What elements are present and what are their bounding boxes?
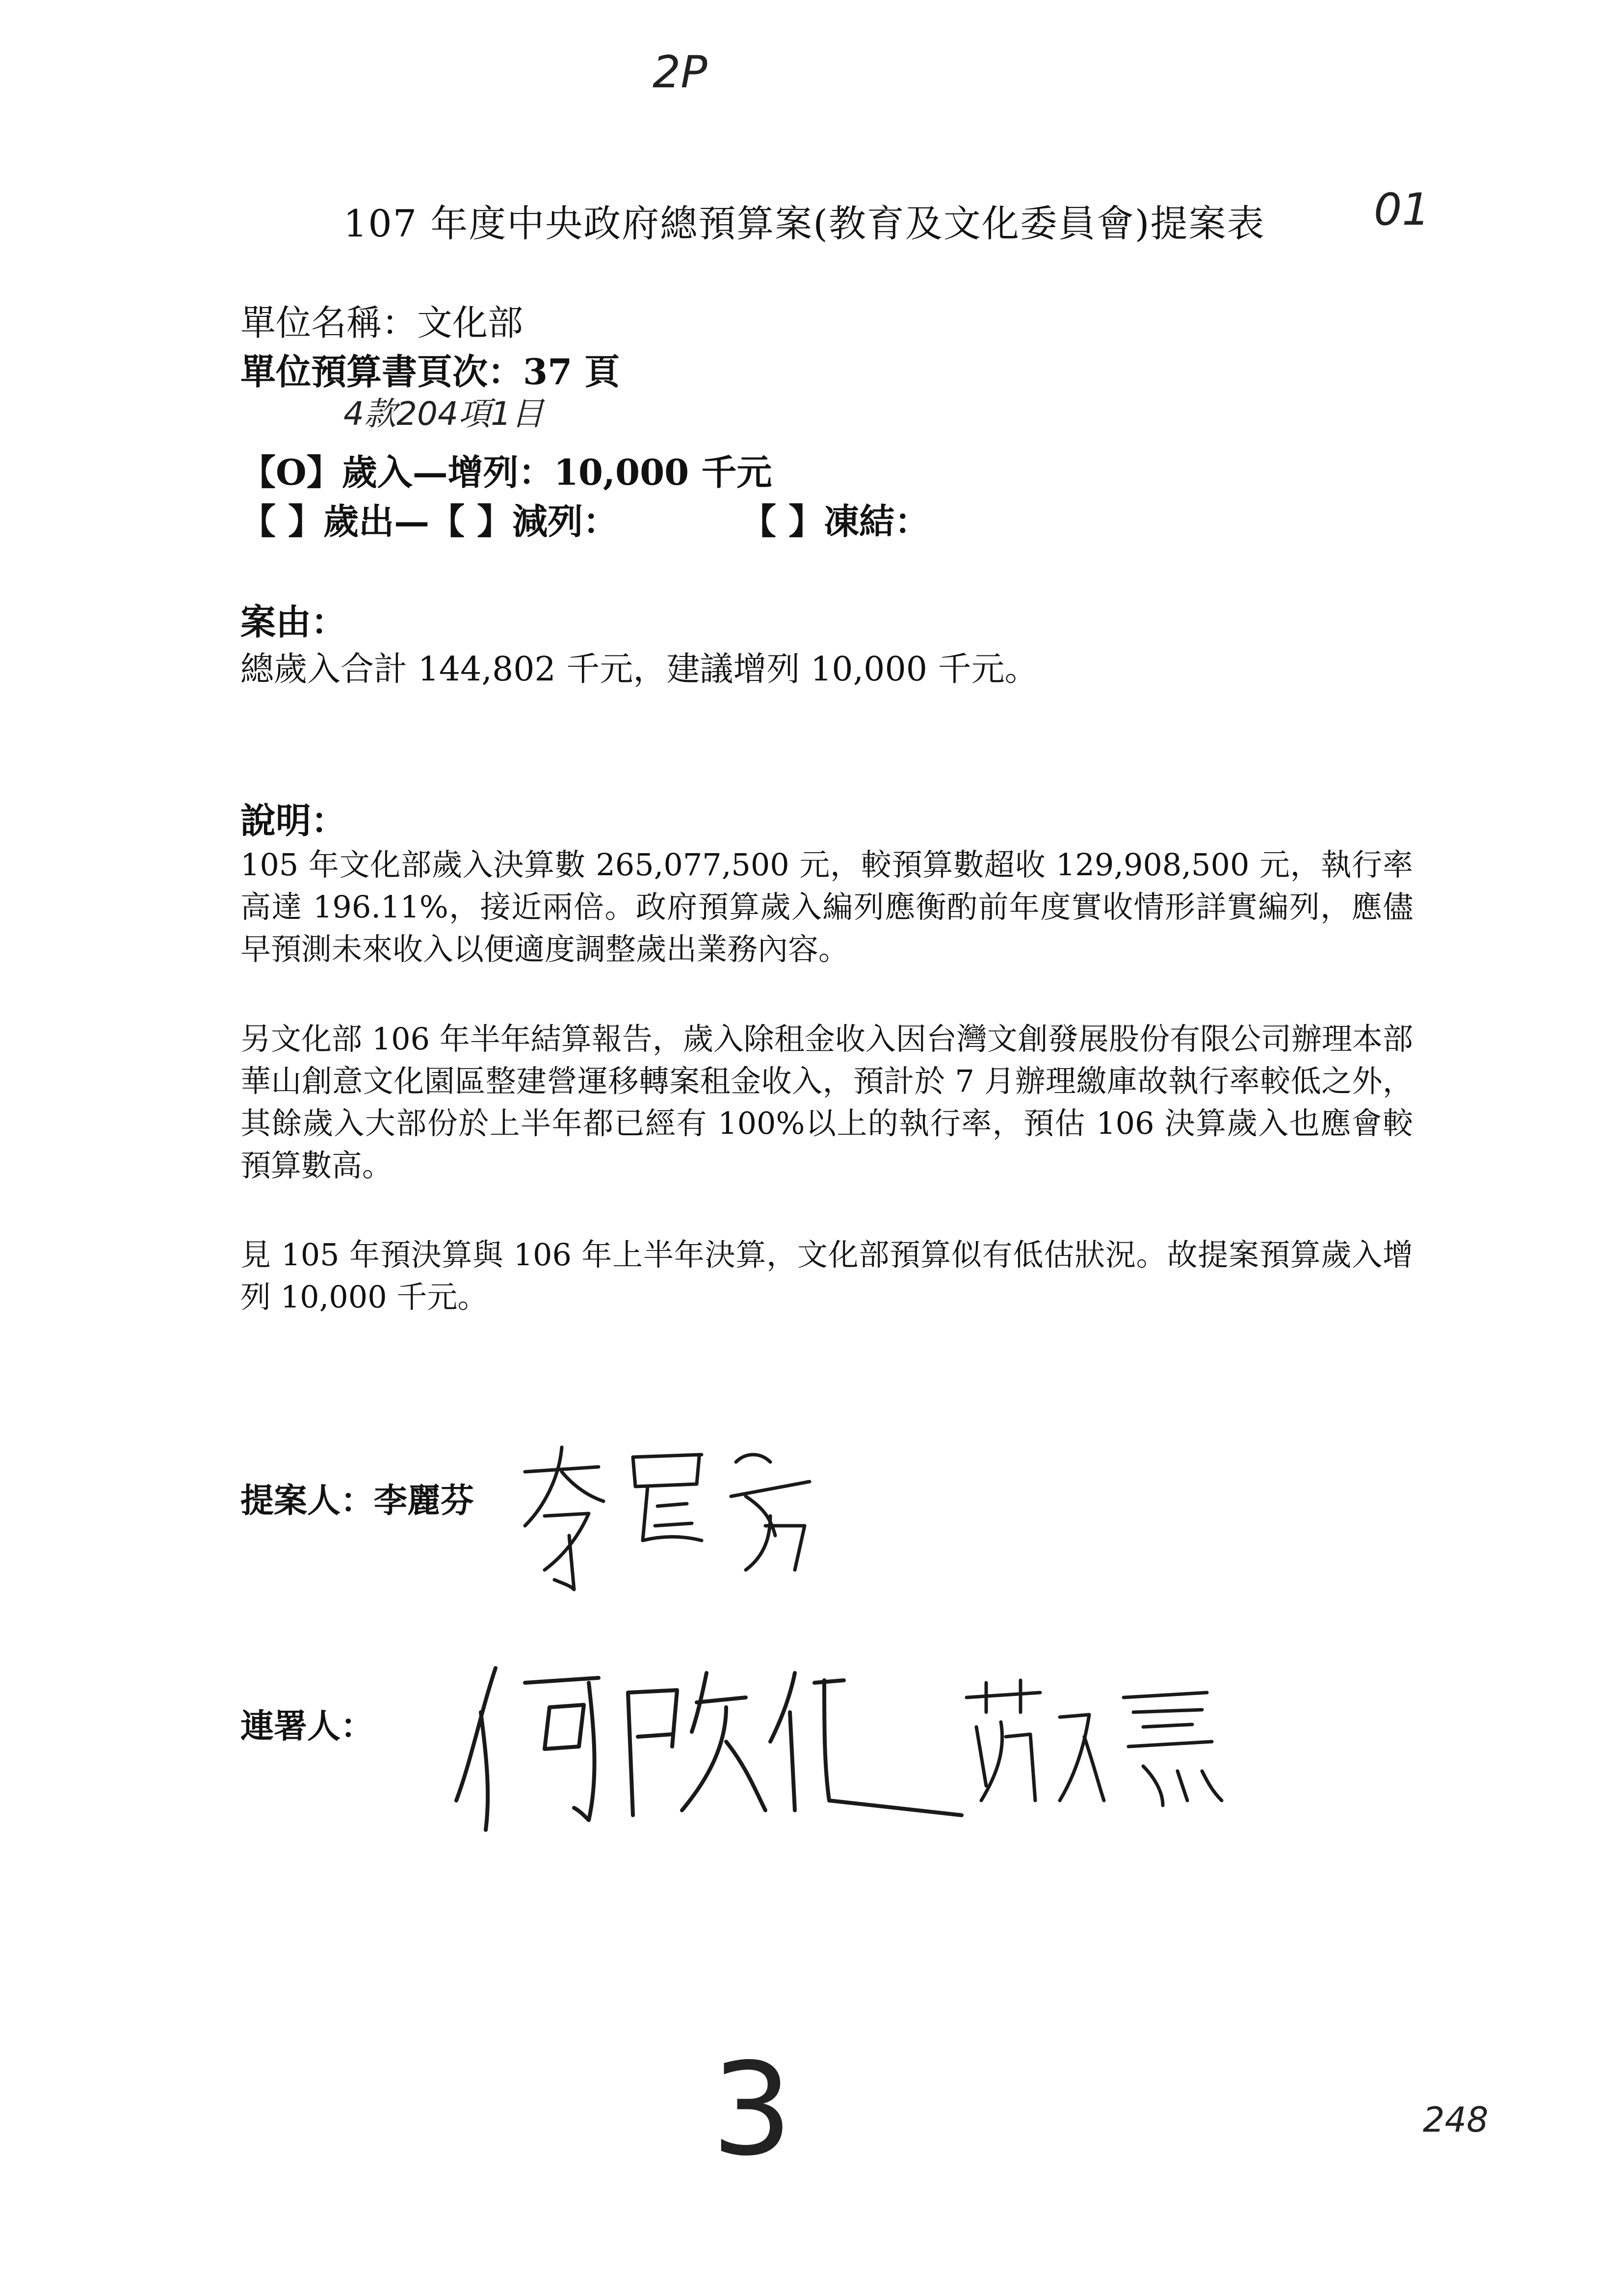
handwritten-bottom-right-mark: 248 xyxy=(1423,2100,1489,2140)
explanation-heading: 說明： xyxy=(240,800,347,841)
unit-page-label: 單位預算書頁次： xyxy=(240,351,524,392)
case-text: 總歲入合計 144,802 千元，建議增列 10,000 千元。 xyxy=(240,650,1038,689)
explanation-paragraph-1: 105 年文化部歲入決算數 265,077,500 元，較預算數超收 129,908,500 元，執行率高達 196.11%，接近兩倍。政府預算歲入編列應衡酌前年度實收情形詳實編列，應儘早預測未來收入以便適度調整歲出業務內容。 xyxy=(240,847,1413,967)
handwritten-page-number: 3 xyxy=(711,2036,793,2184)
explanation-paragraph-2: 另文化部 106 年半年結算報告，歲入除租金收入因台灣文創發展股份有限公司辦理本部華山創意文化園區整建營運移轉案租金收入，預計於 7 月辦理繳庫故執行率較低之外，其餘歲入大部份於上半年都已經有 100%以上的執行率，預估 106 決算歲入也應會較預算數高。 xyxy=(240,1021,1413,1183)
freeze-line: 【 】凍結： xyxy=(741,500,930,542)
unit-page-value: 37 頁 xyxy=(523,351,620,392)
case-heading: 案由： xyxy=(240,601,347,643)
cosigner-signature-2 xyxy=(957,1678,1231,1815)
cosigner-signature-1 xyxy=(451,1653,967,1840)
unit-name-row xyxy=(240,294,523,345)
page-title: 107 年度中央政府總預算案(教育及文化委員會)提案表 xyxy=(343,202,1265,245)
cosigner-label: 連署人： xyxy=(240,1707,374,1746)
handwritten-corner-mark: 01 xyxy=(1374,184,1430,235)
proposer-label: 提案人：李麗芬 xyxy=(240,1481,474,1520)
unit-page-row xyxy=(240,343,620,394)
proposer-signature xyxy=(515,1442,819,1604)
handwritten-top-mark: 2P xyxy=(653,47,707,98)
handwritten-item-note: 4款204項1目 xyxy=(343,395,544,433)
explanation-paragraph-3: 見 105 年預決算與 106 年上半年決算，文化部預算似有低估狀況。故提案預算歲入增列 10,000 千元。 xyxy=(240,1237,1413,1315)
expense-reduction-line: 【 】歲出—【 】減列： xyxy=(240,500,619,542)
unit-name-value: 文化部 xyxy=(417,302,524,343)
unit-name-label: 單位名稱： xyxy=(240,302,418,343)
revenue-increase-line: 【O】歲入—增列：10,000 千元 xyxy=(240,451,772,493)
